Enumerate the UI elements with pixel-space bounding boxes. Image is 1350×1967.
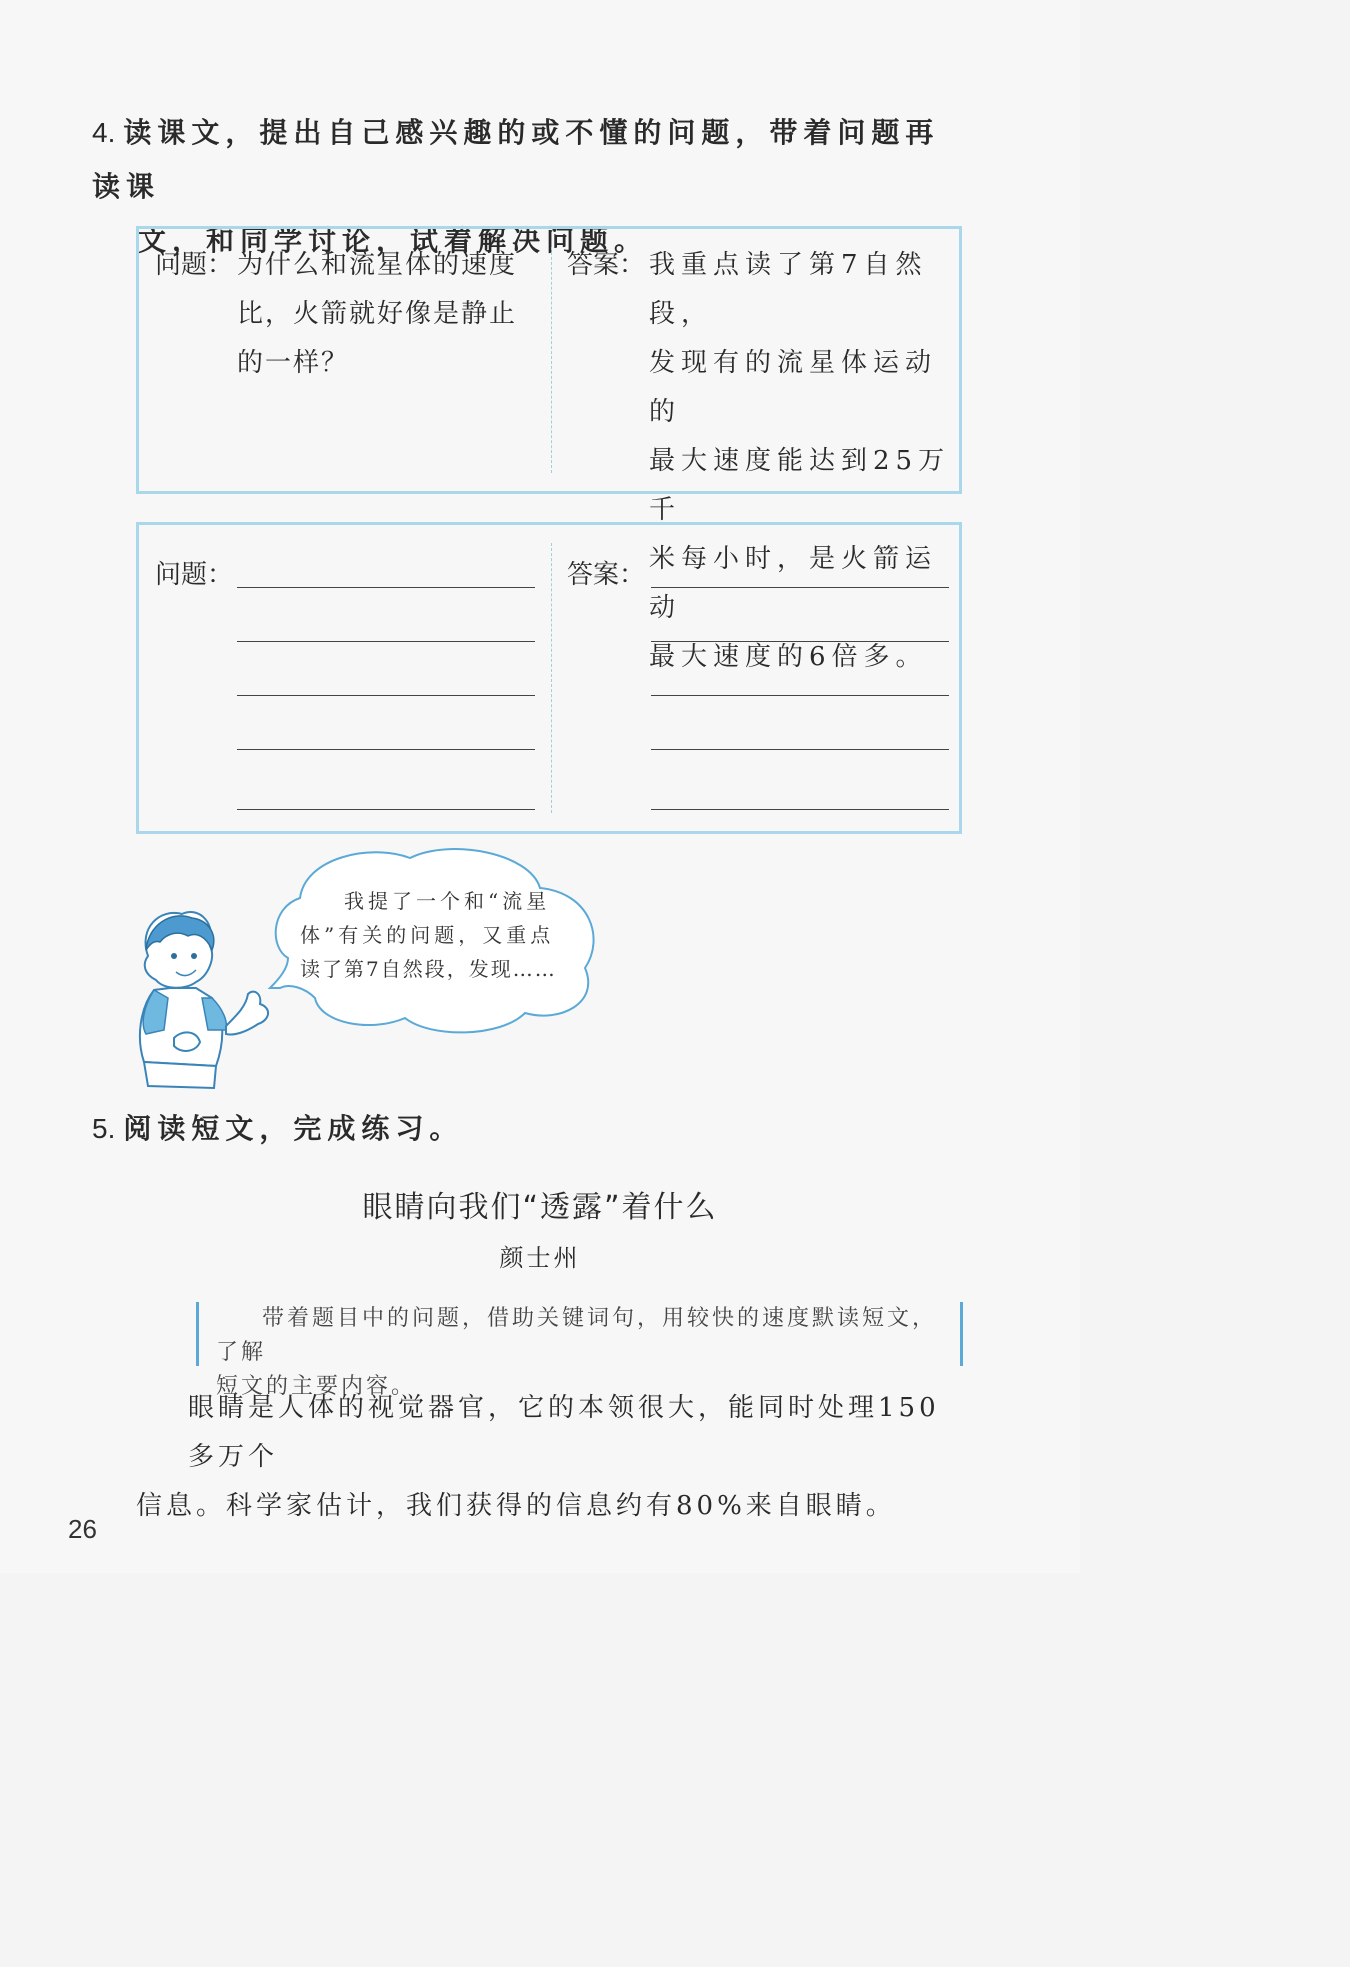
example-answer-line: 发现有的流星体运动的 [649, 348, 938, 427]
boy-with-speech-bubble [130, 838, 610, 1098]
answer-blank-line[interactable] [651, 809, 949, 810]
tip-left-bar [196, 1302, 199, 1366]
passage-paragraph [136, 1384, 966, 1531]
example-question-line: 为什么和流星体的速度 [237, 250, 518, 280]
example-question-line: 的一样？ [237, 348, 350, 378]
example-answer-line: 最大速度的6倍多。 [649, 642, 928, 672]
box-divider [551, 247, 552, 473]
example-question-line: 比，火箭就好像是静止 [237, 299, 518, 329]
question-4-line1: 读课文，提出自己感兴趣的或不懂的问题，带着问题再读课 [92, 116, 940, 203]
exercise-answer-label: 答案： [567, 560, 646, 590]
box-divider [551, 543, 552, 813]
question-number: 4. [92, 117, 116, 148]
exercise-box [136, 522, 962, 834]
tip-line: 短文的主要内容。 [216, 1374, 417, 1399]
reading-tip [196, 1302, 964, 1399]
tip-right-bar [960, 1302, 963, 1366]
answer-blank-line[interactable] [651, 587, 949, 588]
example-answer-line: 米每小时，是火箭运动 [649, 544, 938, 623]
answer-label: 答案： [567, 250, 646, 280]
question-5-heading [92, 1102, 972, 1156]
exercise-question-label: 问题： [155, 560, 234, 590]
bubble-line: 体”有关的问题，又重点 [300, 923, 555, 947]
example-answer-line: 我重点读了第7自然段， [649, 250, 928, 329]
answer-blank-line[interactable] [651, 641, 949, 642]
tip-line: 带着题目中的问题，借助关键词句，用较快的速度默读短文，了解 [216, 1306, 938, 1365]
answer-blank-line[interactable] [651, 749, 949, 750]
question-number: 5. [92, 1113, 116, 1144]
bubble-line: 我提了一个和“流星 [344, 889, 551, 913]
boy-icon [140, 912, 268, 1088]
example-box [136, 226, 962, 672]
question-blank-line[interactable] [237, 749, 535, 750]
question-blank-line[interactable] [237, 809, 535, 810]
example-answer-line: 最大速度能达到25万千 [649, 446, 951, 525]
paragraph-line: 信息。科学家估计，我们获得的信息约有80%来自眼睛。 [136, 1491, 896, 1521]
bubble-line: 读了第7自然段，发现…… [300, 957, 557, 981]
example-answer [567, 241, 957, 672]
passage-title: 眼睛向我们“透露”着什么 [362, 1190, 718, 1225]
example-question [155, 241, 545, 481]
passage-author: 颜士州 [499, 1244, 581, 1272]
page-number: 26 [68, 1514, 97, 1544]
question-label: 问题： [155, 250, 234, 280]
question-blank-line[interactable] [237, 641, 535, 642]
question-4-line2: 文，和同学讨论，试着解决问题。 [138, 224, 649, 257]
answer-blank-line[interactable] [651, 695, 949, 696]
question-blank-line[interactable] [237, 695, 535, 696]
question-blank-line[interactable] [237, 587, 535, 588]
question-5-text: 阅读短文，完成练习。 [123, 1112, 464, 1145]
paragraph-line: 眼睛是人体的视觉器官，它的本领很大，能同时处理150多万个 [188, 1393, 940, 1472]
